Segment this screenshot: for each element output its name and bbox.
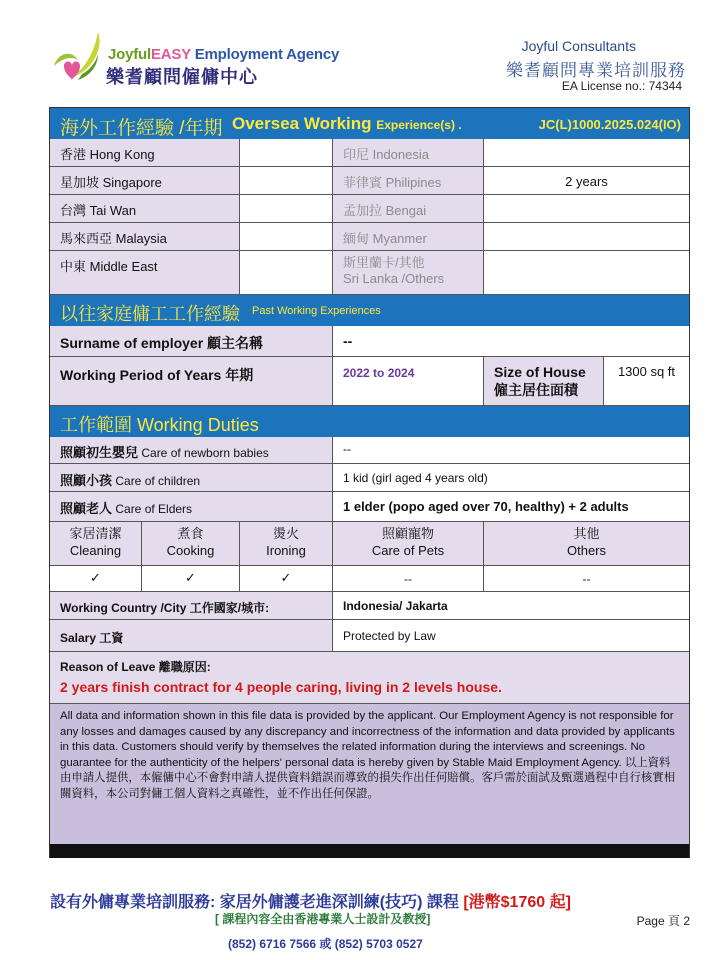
working-country-value: Indonesia/ Jakarta — [333, 592, 689, 620]
salary-label: Salary 工資 — [50, 620, 333, 652]
task-value-cooking: ✓ — [142, 566, 240, 592]
brand-name-en: JoyfulEASY Employment Agency — [108, 46, 340, 63]
country-value-myanmar — [484, 223, 689, 251]
employer-surname-value: -- — [333, 326, 689, 357]
reason-of-leave-value: 2 years finish contract for 4 people caring, living in 2 levels house. — [60, 679, 502, 695]
country-label-hong-kong: 香港 Hong Kong — [50, 139, 240, 167]
contact-phones: (852) 6716 7566 或 (852) 5703 0527 — [228, 937, 423, 951]
training-service-banner: 設有外傭專業培訓服務: 家居外傭護老進深訓練(技巧) 課程 [港幣$1760 起] — [50, 894, 571, 911]
experience-form — [49, 107, 690, 858]
country-value-sri-lanka-others — [484, 251, 689, 295]
country-label-bangladesh: 孟加拉 Bengai — [333, 195, 484, 223]
salary-value: Protected by Law — [333, 620, 689, 652]
country-label-myanmar: 緬甸 Myanmer — [333, 223, 484, 251]
document-code: JC(L)1000.2025.024(IO) — [538, 117, 681, 132]
country-value-malaysia — [240, 223, 333, 251]
form-bottom-bar — [50, 844, 689, 858]
oversea-heading-zh: 海外工作經驗 /年期 — [60, 118, 223, 139]
past-heading-zh: 以往家庭傭工工作經驗 — [60, 304, 240, 324]
oversea-heading-en: Oversea Working Experience(s) . — [232, 114, 462, 133]
working-duties-header — [50, 406, 689, 437]
task-header-ironing: 燙火 Ironing — [240, 522, 333, 566]
duty-value-newborn: -- — [333, 437, 689, 464]
page-header — [0, 0, 720, 100]
country-value-taiwan — [240, 195, 333, 223]
license-number: EA License no.: 74344 — [561, 79, 682, 93]
task-header-pets: 照顧寵物 Care of Pets — [333, 522, 484, 566]
task-header-cleaning: 家居清潔 Cleaning — [50, 522, 142, 566]
duty-value-elders: 1 elder (popo aged over 70, healthy) + 2 adults — [333, 492, 689, 522]
disclaimer-notice: All data and information shown in this file data is provided by the applicant. Our Employment Agency is not responsible for any losses and damages caused by any discrepancy and incorrectness of the information and data provided by applicants in this data. Customers should verify by themselves the related information during the interviews and screenings. No guarantee for the authenticity of the helpers' personal data is hereby given by Stable Maid Employment Agency. 以上資料由申請人提供，本僱傭中心不會對申請人提供資料錯誤而導致的損失作出任何賠償。客戶需於面試及甄選過程中自行核實相關資料，本公司對傭工個人資料之真確性，並不作出任何保證。 — [50, 704, 689, 844]
past-experience-header — [50, 295, 689, 326]
task-value-ironing: ✓ — [240, 566, 333, 592]
working-period-label: Working Period of Years 年期 — [50, 357, 333, 406]
country-value-singapore — [240, 167, 333, 195]
country-label-sri-lanka-others: 斯里蘭卡/其他 Sri Lanka /Others — [333, 251, 484, 295]
working-period-value: 2022 to 2024 — [333, 357, 484, 406]
consultants-name-zh: 樂耆顧問專業培訓服務 — [506, 61, 686, 80]
oversea-section-header — [50, 108, 689, 139]
course-price: [港幣$1760 起] — [463, 894, 571, 911]
country-label-philippines: 菲律賓 Philipines — [333, 167, 484, 195]
working-country-label: Working Country /City 工作國家/城市: — [50, 592, 333, 620]
country-value-hong-kong — [240, 139, 333, 167]
page-number: Page 頁 2 — [636, 914, 690, 928]
task-value-cleaning: ✓ — [50, 566, 142, 592]
task-header-others: 其他 Others — [484, 522, 689, 566]
duties-heading: 工作範圍 Working Duties — [60, 415, 259, 435]
duty-label-newborn: 照顧初生嬰兒 Care of newborn babies — [50, 437, 333, 464]
country-label-middle-east: 中東 Middle East — [50, 251, 240, 295]
country-label-singapore: 星加坡 Singapore — [50, 167, 240, 195]
task-header-cooking: 煮食 Cooking — [142, 522, 240, 566]
reason-of-leave — [50, 652, 689, 704]
employer-surname-label: Surname of employer 顧主名稱 — [50, 326, 333, 357]
house-size-value: 1300 sq ft — [604, 357, 689, 406]
task-value-others: -- — [484, 566, 689, 592]
duty-label-elders: 照顧老人 Care of Elders — [50, 492, 333, 522]
country-value-bangladesh — [484, 195, 689, 223]
past-heading-en: Past Working Experiences — [252, 305, 381, 317]
reason-of-leave-label: Reason of Leave 離職原因: — [60, 660, 211, 674]
duty-value-children: 1 kid (girl aged 4 years old) — [333, 464, 689, 492]
house-size-label: Size of House 僱主居住面積 — [484, 357, 604, 406]
course-note: [ 課程內容全由香港專業人士設計及教授] — [215, 912, 431, 926]
country-label-indonesia: 印尼 Indonesia — [333, 139, 484, 167]
country-label-taiwan: 台灣 Tai Wan — [50, 195, 240, 223]
consultants-name-en: Joyful Consultants — [521, 38, 636, 54]
country-value-philippines: 2 years — [484, 167, 689, 195]
brand-name-zh: 樂耆顧問僱傭中心 — [106, 67, 258, 87]
country-value-middle-east — [240, 251, 333, 295]
country-label-malaysia: 馬來西亞 Malaysia — [50, 223, 240, 251]
duty-label-children: 照顧小孩 Care of children — [50, 464, 333, 492]
country-value-indonesia — [484, 139, 689, 167]
brand-logo-icon — [48, 30, 108, 86]
task-value-pets: -- — [333, 566, 484, 592]
